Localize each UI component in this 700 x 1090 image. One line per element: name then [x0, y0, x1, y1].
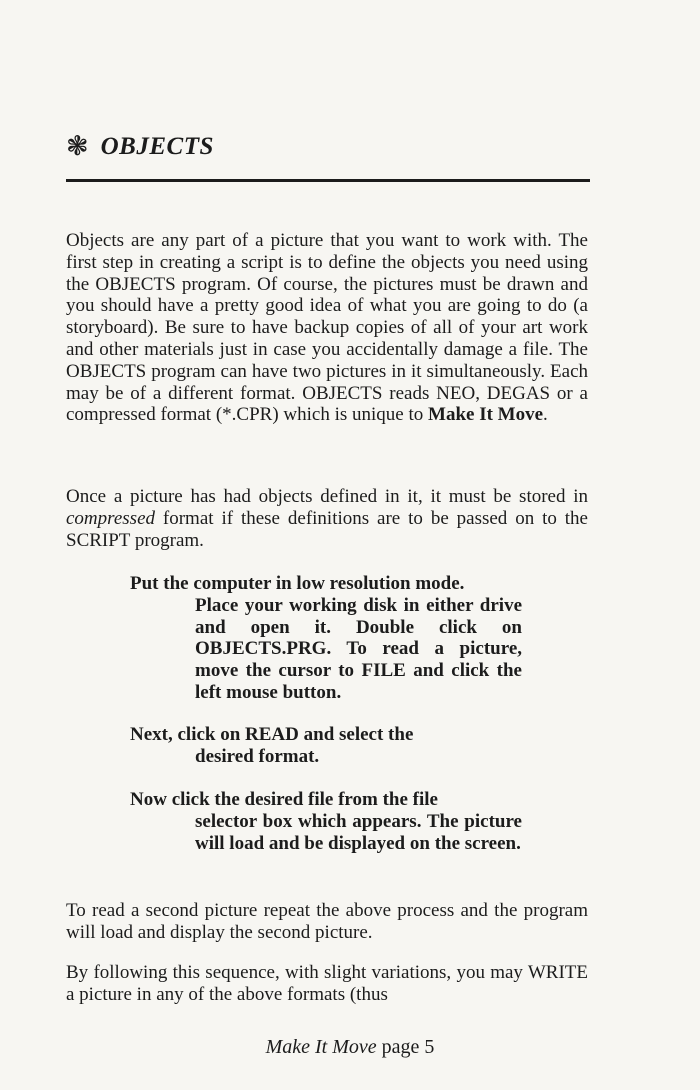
heading-rule — [66, 179, 590, 182]
page-footer — [0, 1036, 700, 1059]
section-title: OBJECTS — [100, 133, 214, 160]
product-name: Make It Move — [428, 404, 544, 426]
paragraph-text-end: format if these definitions are to be passed on to the SCRIPT program. — [66, 507, 588, 551]
emphasis-compressed: compressed — [66, 507, 155, 529]
footer-page-number: page 5 — [376, 1036, 435, 1058]
paragraph-text: Objects are any part of a picture that you want to work with. The first step in creating a script is to define the objects you need using the OBJECTS program. Of course, the pictures must be drawn and you should have a pretty good idea of what you are going to do (a storyboard). Be sure to have backup copies of all of your art work and other materials just in case you accidentally damage a file. The OBJECTS program can have two pictures in it simultaneously. Each may be of a different format. OBJECTS reads NEO, DEGAS or a compressed format (*.CPR) which is unique to — [66, 230, 588, 426]
paragraph-write-picture: By following this sequence, with slight variations, you may WRITE a picture in any of the above formats (thus — [66, 962, 588, 1005]
paragraph-objects-intro — [66, 230, 588, 426]
step-body: selector box which appears. The picture will load and be displayed on the screen. — [195, 810, 522, 854]
step-body: Place your working disk in either drive and open it. Double click on OBJECTS.PRG. To read a picture, move the cursor to FILE and click the left mouse button. — [195, 594, 522, 703]
instruction-step-1 — [130, 573, 522, 704]
footer-title: Make It Move — [265, 1036, 377, 1058]
instruction-step-3 — [130, 789, 522, 854]
asterisk-flower-icon: ❃ — [66, 131, 89, 162]
paragraph-second-picture: To read a second picture repeat the above process and the program will load and display the second picture. — [66, 900, 588, 943]
paragraph-end: . — [543, 404, 548, 426]
step-lead: Now click the desired file from the file — [130, 789, 438, 810]
instruction-step-2 — [130, 724, 522, 768]
paragraph-compressed-format — [66, 486, 588, 551]
step-lead: Next, click on READ and select the — [130, 724, 414, 745]
section-heading — [66, 132, 214, 162]
step-body: desired format. — [195, 745, 320, 767]
step-lead: Put the computer in low resolution mode. — [130, 573, 465, 594]
paragraph-text: Once a picture has had objects defined in it, it must be stored in — [66, 486, 588, 507]
